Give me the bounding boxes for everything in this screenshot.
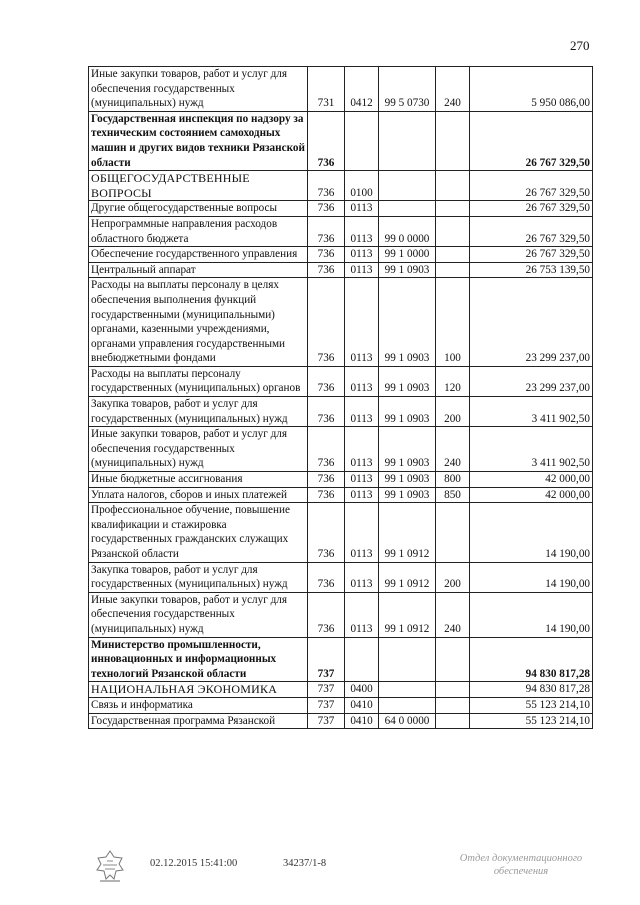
cell-amount: 3 411 902,50 [470, 427, 593, 472]
cell-amount: 26 753 139,50 [470, 262, 593, 278]
cell-amount: 23 299 237,00 [470, 366, 593, 396]
cell-name: Уплата налогов, сборов и иных платежей [89, 487, 308, 503]
cell-target-article: 99 1 0903 [379, 366, 436, 396]
cell-amount: 14 190,00 [470, 592, 593, 637]
cell-expense-type [436, 713, 470, 729]
cell-grbs: 736 [308, 262, 345, 278]
cell-amount: 55 123 214,10 [470, 697, 593, 713]
cell-grbs: 736 [308, 503, 345, 562]
cell-expense-type [436, 697, 470, 713]
cell-name: Профессиональное обучение, повышение квалификации и стажировка государственных гражданских служащих Рязанской области [89, 503, 308, 562]
cell-expense-type: 100 [436, 278, 470, 367]
cell-expense-type: 240 [436, 67, 470, 112]
cell-amount: 94 830 817,28 [470, 682, 593, 698]
cell-target-article: 99 1 0903 [379, 487, 436, 503]
table-row [89, 67, 593, 112]
cell-grbs: 731 [308, 67, 345, 112]
table-row [89, 562, 593, 592]
cell-amount: 26 767 329,50 [470, 247, 593, 263]
cell-amount: 14 190,00 [470, 562, 593, 592]
table-row [89, 247, 593, 263]
cell-grbs: 737 [308, 713, 345, 729]
table-row [89, 697, 593, 713]
cell-section: 0412 [345, 67, 379, 112]
cell-target-article: 99 1 0903 [379, 427, 436, 472]
cell-section: 0113 [345, 503, 379, 562]
cell-section: 0113 [345, 397, 379, 427]
cell-section: 0113 [345, 262, 379, 278]
cell-target-article: 99 1 0903 [379, 278, 436, 367]
cell-name: Государственная инспекция по надзору за техническим состоянием самоходных машин и других видов техники Рязанской области [89, 111, 308, 170]
budget-table-body [89, 67, 593, 729]
cell-name: Министерство промышленности, инновационных и информационных технологий Рязанской области [89, 637, 308, 682]
cell-section: 0113 [345, 216, 379, 246]
cell-grbs: 737 [308, 637, 345, 682]
cell-target-article [379, 171, 436, 201]
cell-section: 0113 [345, 278, 379, 367]
table-row [89, 201, 593, 217]
page-number: 270 [570, 38, 590, 53]
cell-name: Государственная программа Рязанской [89, 713, 308, 729]
table-row [89, 713, 593, 729]
cell-amount: 26 767 329,50 [470, 201, 593, 217]
coat-of-arms-icon [92, 848, 128, 884]
footer-doc-number: 34237/1-8 [283, 858, 327, 869]
cell-section: 0113 [345, 487, 379, 503]
cell-section: 0100 [345, 171, 379, 201]
cell-amount: 5 950 086,00 [470, 67, 593, 112]
cell-name: Центральный аппарат [89, 262, 308, 278]
budget-table [88, 66, 593, 729]
cell-target-article [379, 201, 436, 217]
cell-target-article: 64 0 0000 [379, 713, 436, 729]
department-stamp [446, 852, 596, 878]
cell-expense-type: 120 [436, 366, 470, 396]
cell-section: 0113 [345, 592, 379, 637]
cell-section: 0113 [345, 562, 379, 592]
stamp-line-1: Отдел документационного [459, 853, 583, 864]
cell-target-article: 99 1 0912 [379, 503, 436, 562]
cell-amount: 26 767 329,50 [470, 171, 593, 201]
cell-amount: 3 411 902,50 [470, 397, 593, 427]
cell-name: Другие общегосударственные вопросы [89, 201, 308, 217]
cell-target-article: 99 1 0903 [379, 472, 436, 488]
cell-name: Иные закупки товаров, работ и услуг для обеспечения государственных (муниципальных) нужд [89, 67, 308, 112]
cell-expense-type [436, 637, 470, 682]
table-row [89, 262, 593, 278]
cell-expense-type [436, 503, 470, 562]
table-row [89, 111, 593, 170]
cell-grbs: 737 [308, 697, 345, 713]
cell-name: Закупка товаров, работ и услуг для государственных (муниципальных) нужд [89, 397, 308, 427]
cell-target-article: 99 1 0903 [379, 262, 436, 278]
cell-target-article: 99 1 0903 [379, 397, 436, 427]
table-row [89, 397, 593, 427]
cell-section: 0410 [345, 697, 379, 713]
cell-amount: 94 830 817,28 [470, 637, 593, 682]
cell-section [345, 111, 379, 170]
cell-amount: 23 299 237,00 [470, 278, 593, 367]
cell-grbs: 736 [308, 201, 345, 217]
cell-section [345, 637, 379, 682]
cell-target-article: 99 1 0912 [379, 592, 436, 637]
cell-target-article [379, 637, 436, 682]
cell-grbs: 736 [308, 366, 345, 396]
cell-name: Расходы на выплаты персоналу государственных (муниципальных) органов [89, 366, 308, 396]
table-row [89, 682, 593, 698]
cell-expense-type [436, 262, 470, 278]
cell-amount: 26 767 329,50 [470, 111, 593, 170]
cell-expense-type [436, 247, 470, 263]
cell-section: 0400 [345, 682, 379, 698]
cell-target-article: 99 1 0912 [379, 562, 436, 592]
cell-grbs: 736 [308, 487, 345, 503]
cell-expense-type: 200 [436, 397, 470, 427]
cell-grbs: 736 [308, 278, 345, 367]
cell-section: 0410 [345, 713, 379, 729]
cell-name: Расходы на выплаты персоналу в целях обеспечения выполнения функций государственными (муниципальными) органами, казенными учреждениями, органами управления государственными внебюджетными фондами [89, 278, 308, 367]
cell-amount: 42 000,00 [470, 487, 593, 503]
cell-name: Непрограммные направления расходов областного бюджета [89, 216, 308, 246]
cell-target-article: 99 5 0730 [379, 67, 436, 112]
cell-name: Обеспечение государственного управления [89, 247, 308, 263]
cell-grbs: 736 [308, 171, 345, 201]
table-row [89, 503, 593, 562]
cell-section: 0113 [345, 201, 379, 217]
cell-expense-type [436, 171, 470, 201]
table-row [89, 427, 593, 472]
cell-expense-type: 240 [436, 592, 470, 637]
cell-name: НАЦИОНАЛЬНАЯ ЭКОНОМИКА [89, 682, 308, 698]
cell-grbs: 736 [308, 562, 345, 592]
cell-expense-type [436, 201, 470, 217]
cell-expense-type: 800 [436, 472, 470, 488]
cell-name: Иные бюджетные ассигнования [89, 472, 308, 488]
cell-amount: 14 190,00 [470, 503, 593, 562]
cell-name: Иные закупки товаров, работ и услуг для обеспечения государственных (муниципальных) нужд [89, 592, 308, 637]
table-row [89, 216, 593, 246]
table-row [89, 472, 593, 488]
cell-expense-type [436, 216, 470, 246]
cell-target-article [379, 682, 436, 698]
cell-name: Связь и информатика [89, 697, 308, 713]
cell-grbs: 736 [308, 427, 345, 472]
cell-target-article [379, 697, 436, 713]
cell-grbs: 736 [308, 397, 345, 427]
cell-grbs: 736 [308, 216, 345, 246]
cell-name: Закупка товаров, работ и услуг для государственных (муниципальных) нужд [89, 562, 308, 592]
table-row [89, 171, 593, 201]
table-row [89, 278, 593, 367]
stamp-line-2: обеспечения [493, 866, 549, 877]
cell-section: 0113 [345, 366, 379, 396]
table-row [89, 592, 593, 637]
cell-grbs: 736 [308, 472, 345, 488]
cell-target-article: 99 1 0000 [379, 247, 436, 263]
table-row [89, 637, 593, 682]
footer-date: 02.12.2015 15:41:00 [150, 858, 238, 869]
cell-amount: 26 767 329,50 [470, 216, 593, 246]
cell-section: 0113 [345, 247, 379, 263]
cell-target-article: 99 0 0000 [379, 216, 436, 246]
cell-expense-type: 240 [436, 427, 470, 472]
cell-amount: 55 123 214,10 [470, 713, 593, 729]
cell-amount: 42 000,00 [470, 472, 593, 488]
cell-grbs: 737 [308, 682, 345, 698]
cell-target-article [379, 111, 436, 170]
cell-name: Иные закупки товаров, работ и услуг для обеспечения государственных (муниципальных) нужд [89, 427, 308, 472]
cell-expense-type [436, 111, 470, 170]
cell-grbs: 736 [308, 111, 345, 170]
cell-expense-type [436, 682, 470, 698]
cell-expense-type: 850 [436, 487, 470, 503]
cell-grbs: 736 [308, 592, 345, 637]
cell-section: 0113 [345, 427, 379, 472]
cell-grbs: 736 [308, 247, 345, 263]
cell-expense-type: 200 [436, 562, 470, 592]
cell-name: ОБЩЕГОСУДАРСТВЕННЫЕ ВОПРОСЫ [89, 171, 308, 201]
cell-section: 0113 [345, 472, 379, 488]
table-row [89, 487, 593, 503]
table-row [89, 366, 593, 396]
